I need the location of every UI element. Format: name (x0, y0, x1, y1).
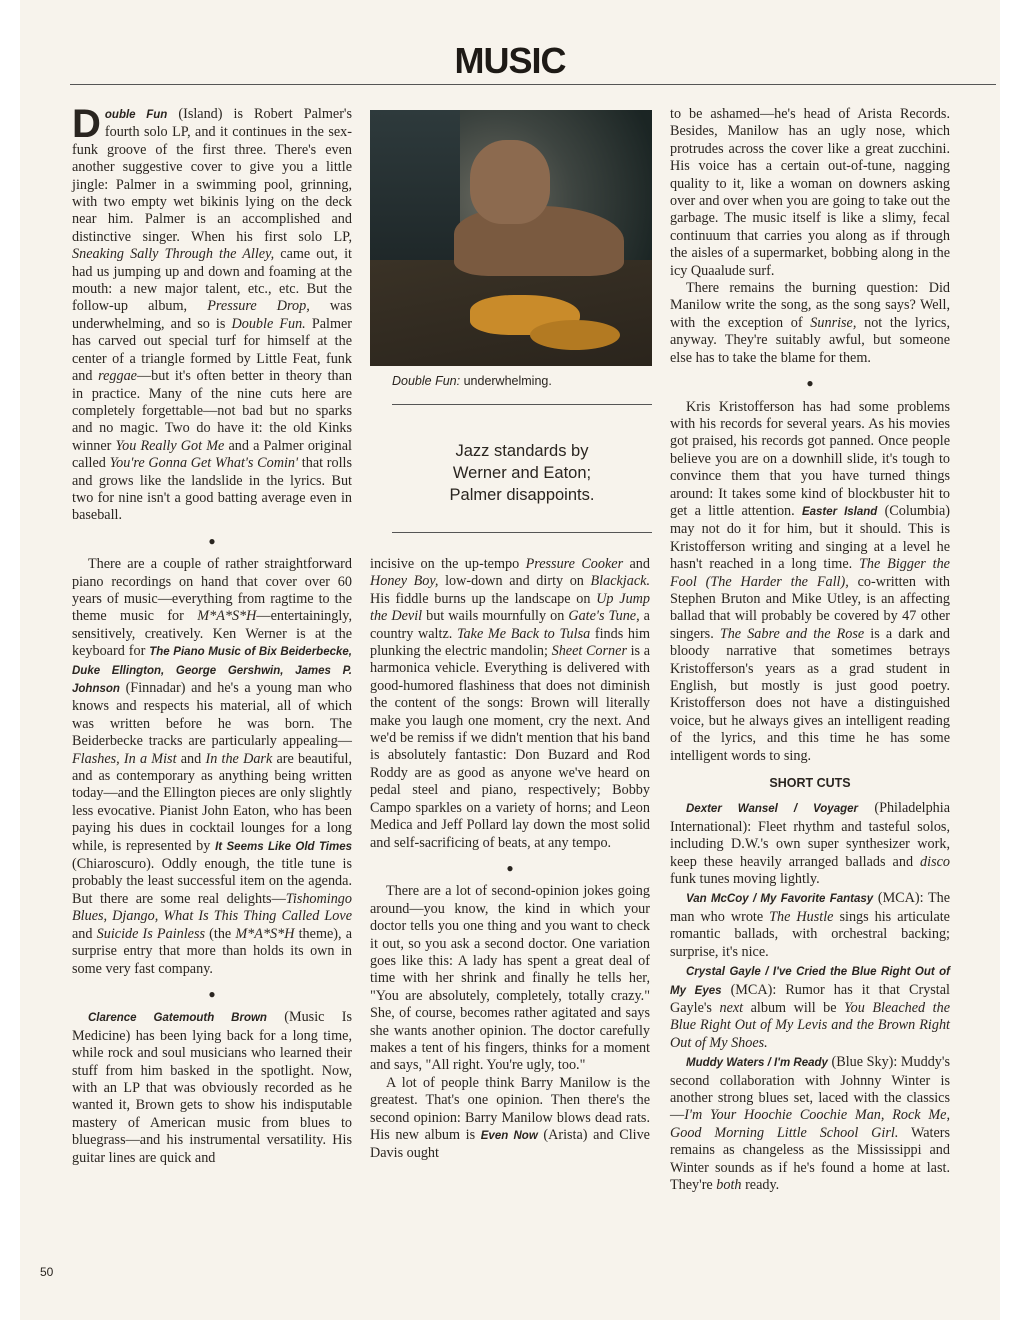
swimmer-head (470, 140, 550, 224)
column-3 (670, 106, 950, 1196)
header-divider (70, 84, 996, 85)
article-paragraph: A lot of people think Barry Manilow is the greatest. That's one opinion. Then there's the second opinion: Barry Manilow blows dead rats. His new album is Even Now (Arista) and Clive Davis ought (370, 1074, 650, 1162)
section-bullet: ● (506, 860, 514, 875)
article-paragraph: There are a lot of second-opinion jokes going around—you know, the kind in which your doctor tells you one thing and you want to check it out, so you ask a second doctor. One variation goes like this: A lady has spent a great deal of time with her shrink and finally he tells her, "You are absolutely, completely, totally crazy." She, of course, becomes rather agitated and says she wants another opinion. The doctor carefully makes a tent of his fingers, thinks for a moment and says, "All right. You're ugly, too." (370, 883, 650, 1074)
article-paragraph: There remains the burning question: Did Manilow write the song, as the song says? Well, with the exception of Sunrise, not the lyrics, anyway. They're suitably awful, but someone else has to take the blame for them. (670, 280, 951, 366)
article-paragraph: to be ashamed—he's head of Arista Records. Besides, Manilow has an ugly nose, which protrudes across the cover like a great zucchini. His voice has a certain out-of-tune, nagging quality to it, like a woman on downers asking over and over when you are going to take out the garbage. The music itself is like a slimy, fecal continuum that carries you along as if through the aisles of a supermarket, bobbing along in the icy Quaalude surf. (670, 106, 950, 279)
page-title: MUSIC (454, 40, 566, 81)
article-paragraph: Kris Kristofferson has had some problems with his records for several years. As his movies got praised, his records got panned. Once people believe you are on a downhill slide, it's tough to convince them that you have turned things around: It takes some kind of blockbuster hit to get a little attention. Easter Island (Columbia) may not do it for him, but it should. This is Kristofferson writing and singing at a level he hasn't reached in a long time. The Bigger the Fool (The Harder the Fall), co-written with Stephen Bruton and Mike Utley, is an affecting ballad that will probably be covered by 47 other singers. The Sabre and the Rose is a dark and bloody narrative that sometimes betrays Kristofferson's years as a grad student in English, but mostly is just good poetry. Kristofferson does not have a distinguished voice, but he always gives an intelligent reading of the lyrics, and this time he has some intelligent words to sing. (670, 398, 950, 764)
short-cut-entry: Van McCoy / My Favorite Fantasy (MCA): The man who wrote The Hustle sings his articulate romantic ballads, with orchestral backing; surprise, it's nice. (670, 890, 951, 960)
column-1 (72, 102, 353, 1167)
pullquote-rule-bottom (392, 532, 652, 533)
album-photo (370, 110, 652, 366)
short-cut-entry: Muddy Waters / I'm Ready (Blue Sky): Muddy's second collaboration with Johnny Winter is another strong blues set, laced with the classics—I'm Your Hoochie Coochie Man, Rock Me, Good Morning Little School Girl. Waters remains as changeless as the Mississippi and Winter sounds as if he's found a home at last. They're both ready. (670, 1054, 951, 1193)
page-number: 50 (40, 1265, 54, 1279)
section-bullet: ● (208, 533, 216, 548)
pullquote-rule-top (392, 404, 652, 405)
short-cut-entry: Crystal Gayle / I've Cried the Blue Right Out of My Eyes (MCA): Rumor has it that Crystal Gayle's next album will be You Bleached the Blue Right Out of My Levis and the Brown Right Out of My Shoes. (670, 966, 950, 1051)
article-paragraph: Double Fun (Island) is Robert Palmer's fourth solo LP, and it continues in the sex-funk groove of the first three. There's even another suggestive cover to give you a little jingle: Palmer in a swimming pool, grinning, with two empty wet bikinis lying on the deck near him. Palmer is an accomplished and distinctive singer. When his first solo LP, Sneaking Sally Through the Alley, came out, it had us jumping up and down and foaming at the mouth: a new major talent, etc., etc. But the follow-up album, Pressure Drop, was underwhelming, and so is Double Fun. Palmer has carved out special turf for himself at the center of a triangle formed by Little Feat, funk and reggae—but it's often better in theory than in practice. Many of the nine cuts here are completely forgettable—not bad but no sparks and no magic. Two do have it: the old Kinks winner You Really Got Me and a Palmer original called You're Gonna Get What's Comin' that rolls and grows like the landslide in the lyrics. But two for nine isn't a good batting average even in baseball. (72, 102, 353, 524)
drop-cap: D (72, 102, 101, 146)
bikini-shape (530, 320, 620, 350)
section-bullet: ● (806, 376, 814, 391)
article-paragraph: incisive on the up-tempo Pressure Cooker and Honey Boy, low-down and dirty on Blackjack. His fiddle burns up the landscape on Up Jump the Devil but wails mournfully on Gate's Tune, a country waltz. Take Me Back to Tulsa finds him plunking the electric mandolin; Sheet Corner is a harmonica vehicle. Everything is delivered with good-humored flashiness that does not diminish the content of the songs: Brown will literally make you laugh one moment, cry the next. And we'd be remiss if we didn't mention that his band is absolutely fantastic: Don Buzard and Rod Roddy are as good as anyone we've heard on pedal steel and piano, respectively; Bobby Campo sparkles on a variety of horns; and Leon Medica and Jeff Pollard lay down the most solid and self-sacrificing of beats, at any tempo. (370, 556, 651, 851)
column-2 (370, 556, 650, 1163)
short-cut-entry: Dexter Wansel / Voyager (Philadelphia International): Fleet rhythm and tasteful solos, including D.W.'s own super synthesizer work, keep these heavily arranged ballads and disco funk tunes moving lightly. (670, 800, 950, 888)
photo-caption: Double Fun: underwhelming. (392, 374, 552, 388)
section-bullet: ● (208, 986, 216, 1001)
pull-quote: Jazz standards by Werner and Eaton; Palmer disappoints. (449, 442, 595, 504)
short-cuts-heading: SHORT CUTS (769, 776, 851, 791)
article-paragraph: There are a couple of rather straightforward piano recordings on hand that cover over 60 years of music—everything from ragtime to the theme music for M*A*S*H—entertainingly, sensitively, creatively. Ken Werner is at the keyboard for The Piano Music of Bix Beiderbecke, Duke Ellington, George Gershwin, James P. Johnson (Finnadar) and he's a young man who knows and respects his material, all of which was written before he was born. The Beiderbecke tracks are particularly appealing—Flashes, In a Mist and In the Dark are beautiful, and as contemporary as anything being written today—and the Ellington pieces are only slightly less evocative. Pianist John Eaton, who has been paying his dues in cocktail lounges for a long while, is represented by It Seems Like Old Times (Chiaroscuro). Oddly enough, the title tune is probably the least successful item on the agenda. But there are some real delights—Tishomingo Blues, Django, What Is This Thing Called Love and Suicide Is Painless (the M*A*S*H theme), a surprise entry that more than holds its own in some very fast company. (72, 556, 352, 977)
swimmer-arms (454, 206, 624, 276)
magazine-page (20, 0, 1000, 1320)
article-paragraph: Clarence Gatemouth Brown (Music Is Medicine) has been lying back for a long time, while rock and soul musicians who learned their stuff from him basked in the spotlight. Now, with an LP that was obviously recorded as he wanted it, Brown gets to show his indisputable mastery of American music from blues to bluegrass—and his instrumental versatility. His guitar lines are quick and (72, 1009, 352, 1166)
